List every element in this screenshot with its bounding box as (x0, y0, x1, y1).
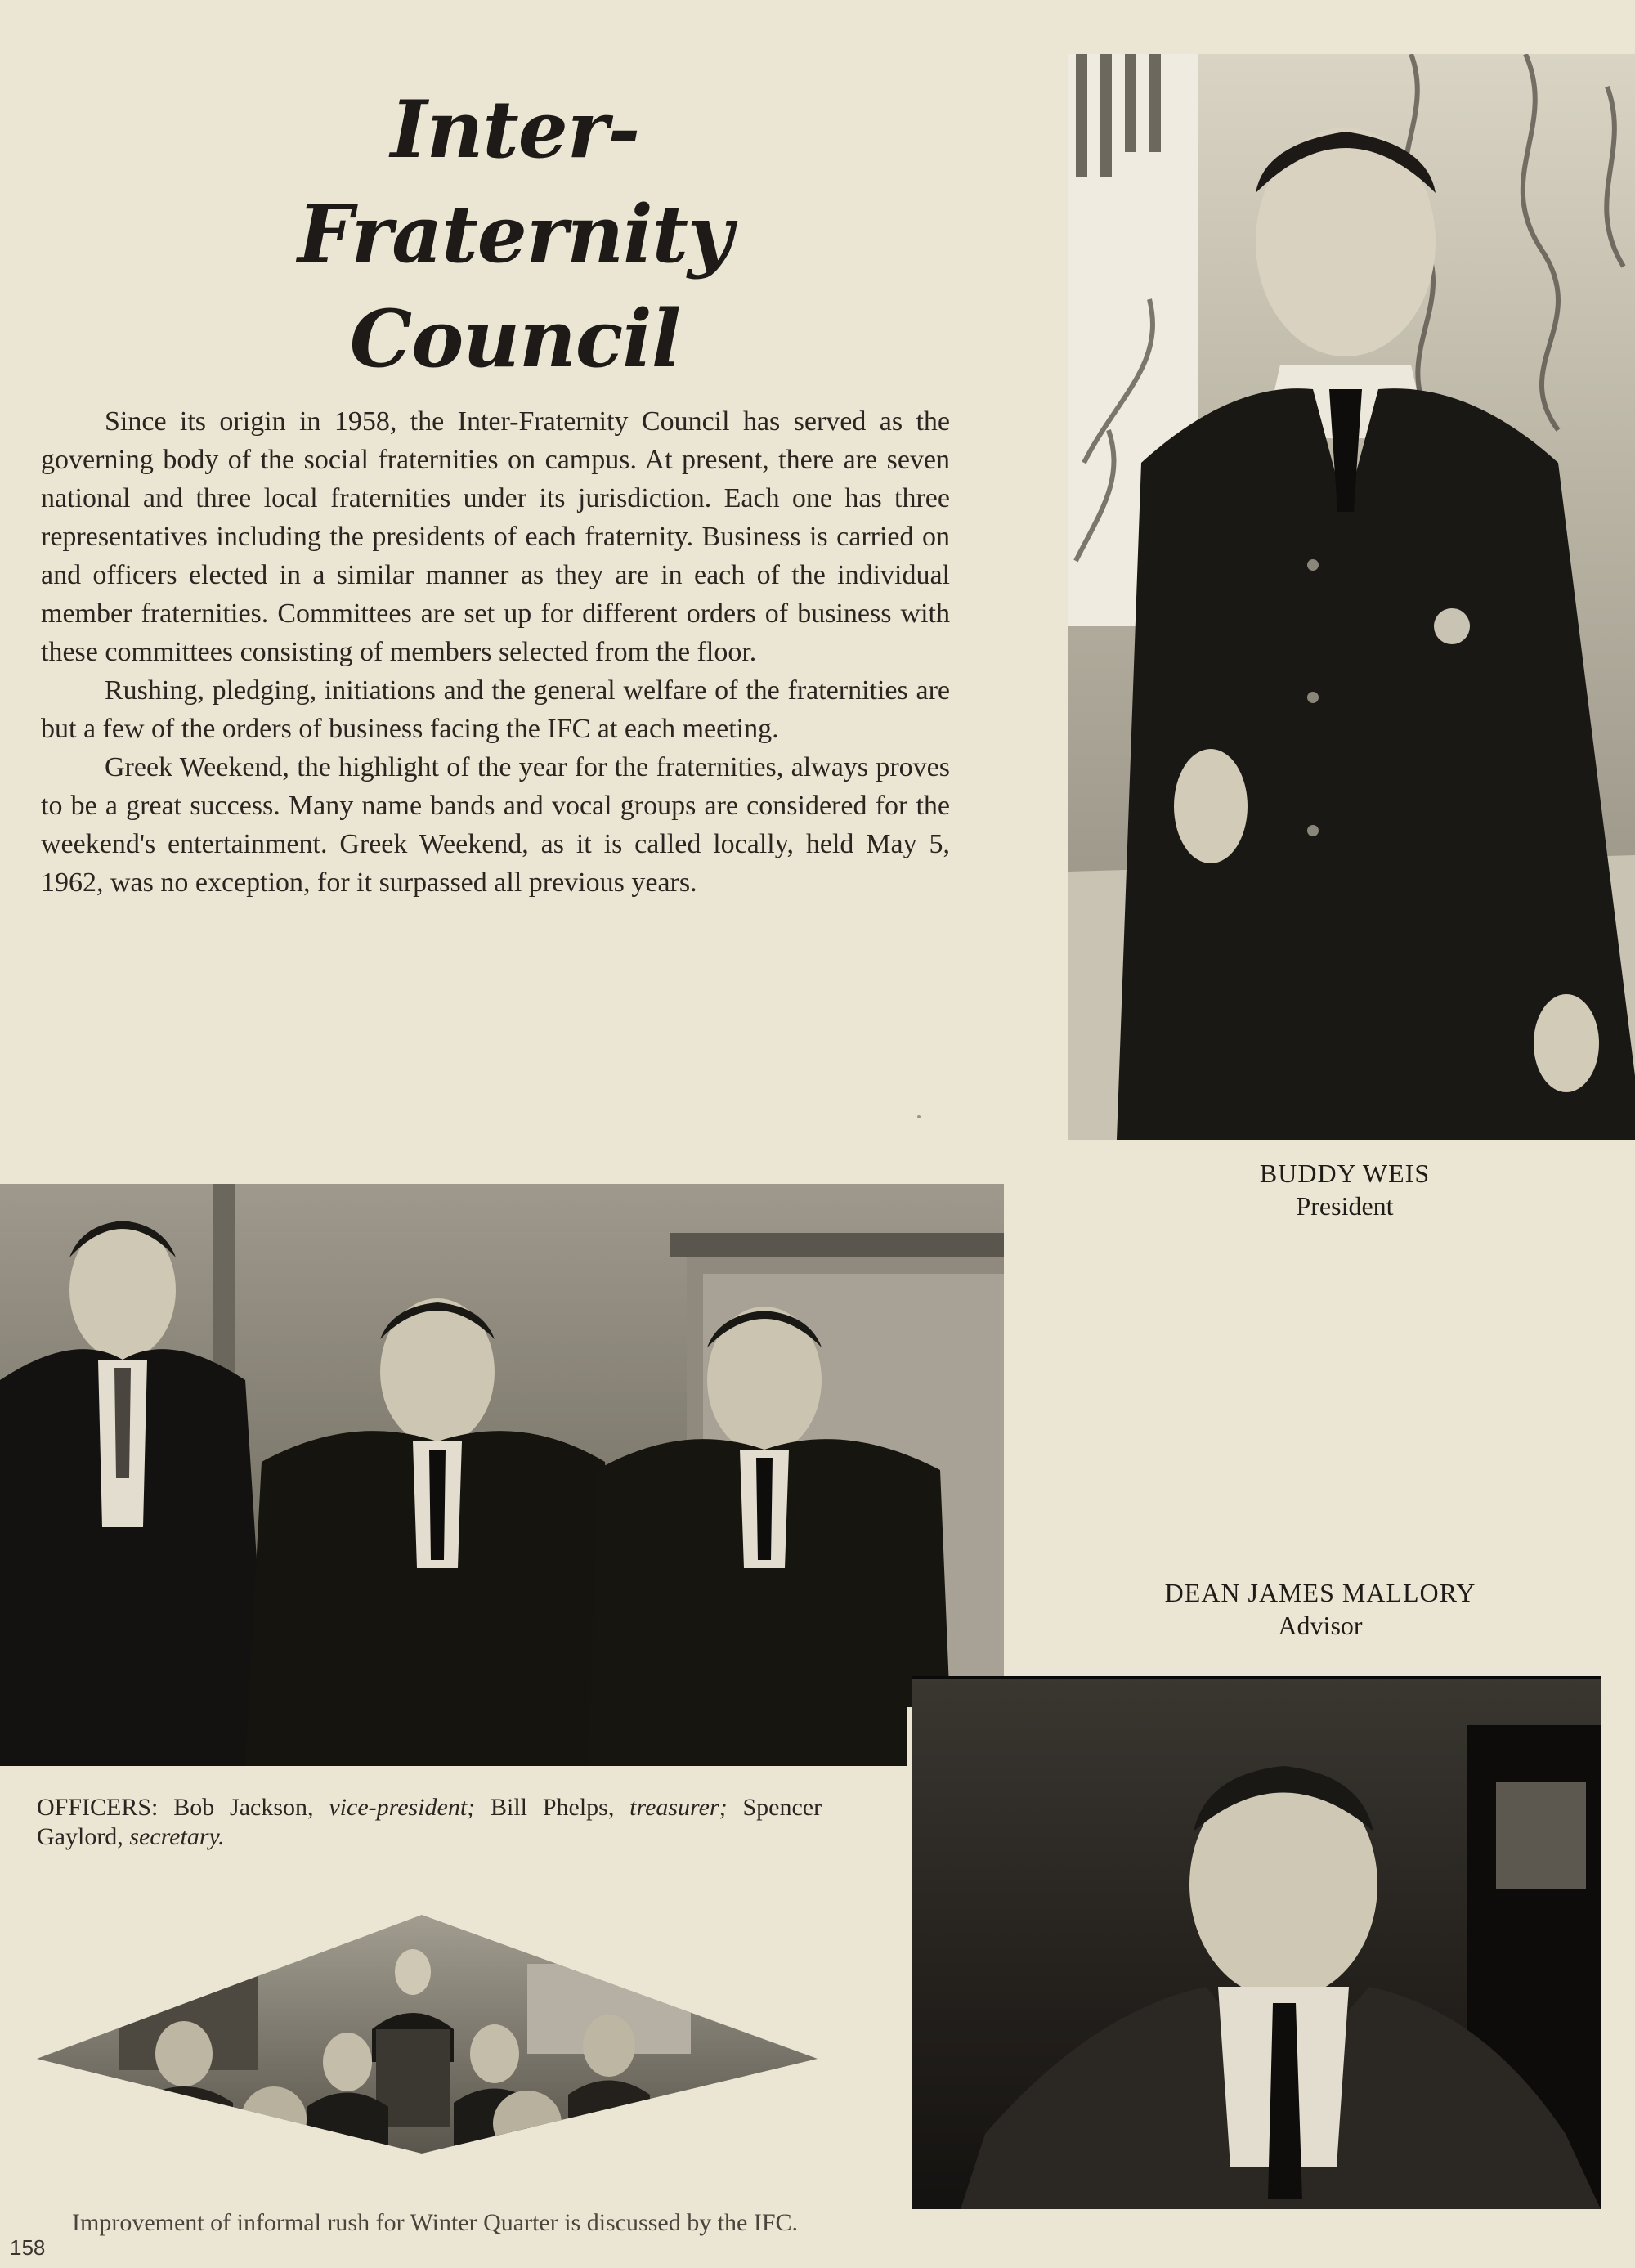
officer-role-3: secretary. (129, 1823, 225, 1850)
meeting-caption: Improvement of informal rush for Winter Quarter is discussed by the IFC. (72, 2209, 799, 2236)
article-paragraph-3: Greek Weekend, the highlight of the year for the fraternities, always proves to be a great success. Many name bands and vocal groups are considered for the weekend's entertainment. Greek Weekend, as it is called locally, held May 5, 1962, was no exception, for it surpassed all previous years. (41, 752, 950, 898)
officer-role-2: treasurer; (629, 1794, 728, 1821)
officer-name-1: Bob Jackson, (173, 1794, 314, 1821)
page-title-line-1: Inter-Fraternity (298, 83, 732, 280)
president-role: President (1296, 1191, 1394, 1221)
page-title-line-2: Council (349, 293, 681, 385)
president-caption (1185, 1157, 1504, 1222)
article-paragraph-1: Since its origin in 1958, the Inter-Fraternity Council has served as the governing body of the social fraternities on campus. At present, there are seven national and three local fraternities under its jurisdiction. Each one has three representatives including the presidents of each fraternity. Business is carried on and officers elected in a similar manner as they are in each of the individual member fraternities. Committees are set up for different orders of business with these committees consisting of members selected from the floor. (41, 406, 950, 667)
president-name: BUDDY WEIS (1259, 1159, 1431, 1188)
meeting-photo (37, 1915, 818, 2154)
advisor-name: DEAN JAMES MALLORY (1164, 1578, 1476, 1607)
advisor-photo (912, 1676, 1601, 2209)
page-number: 158 (10, 2235, 46, 2260)
officers-caption-prefix: OFFICERS: (37, 1794, 159, 1821)
officers-photo (0, 1184, 1004, 1766)
officers-caption (37, 1793, 822, 1852)
article-paragraph-2: Rushing, pledging, initiations and the general welfare of the fraternities are but a few of the orders of business facing the IFC at each meeting. (41, 675, 950, 744)
article-body (41, 402, 950, 902)
advisor-role: Advisor (1278, 1611, 1363, 1640)
officer-role-1: vice-president; (329, 1794, 476, 1821)
print-speck (917, 1115, 921, 1118)
president-photo (1068, 54, 1635, 1140)
officer-name-2: Bill Phelps, (490, 1794, 615, 1821)
advisor-caption (1132, 1576, 1508, 1642)
officer-name-3: Spencer Gaylord, (37, 1794, 822, 1850)
page-title (229, 78, 801, 392)
